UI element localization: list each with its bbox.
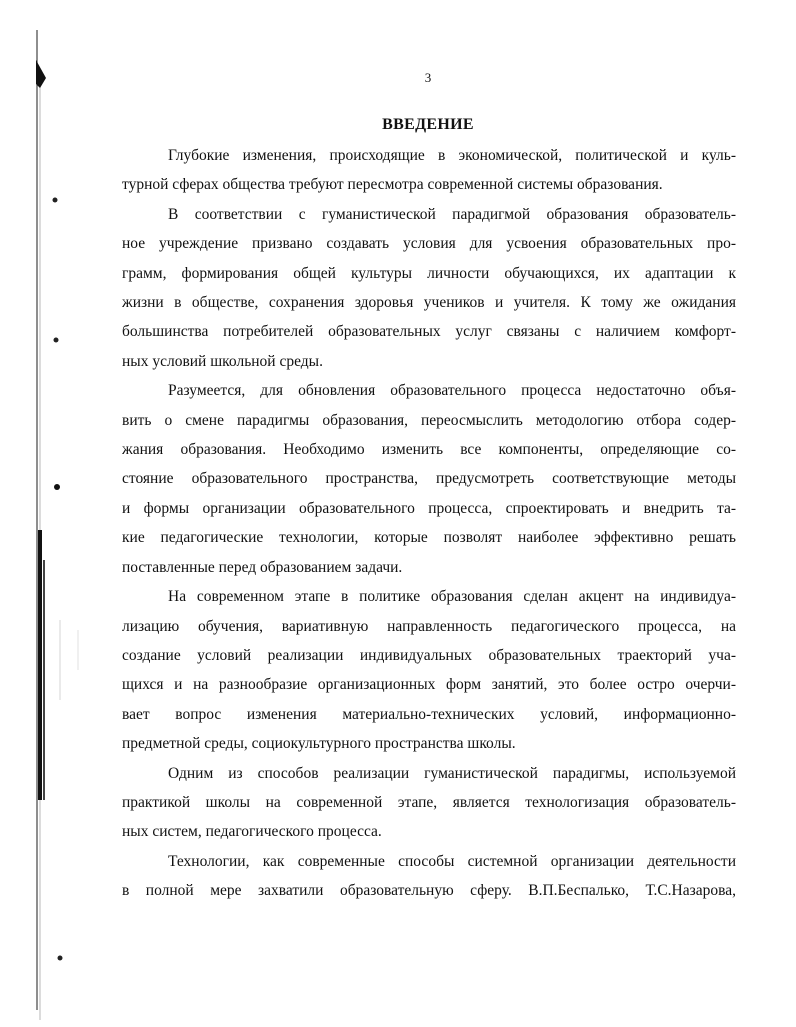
text-line: турной сферах общества требуют пересмотра современной системы образования. xyxy=(122,176,663,194)
text-line: жизни в обществе, сохранения здоровья учеников и учителя. К тому же ожидания xyxy=(122,294,736,312)
text-line: ных систем, педагогического процесса. xyxy=(122,823,382,841)
text-line: вает вопрос изменения материально-технических условий, информационно- xyxy=(122,705,736,723)
text-line: большинства потребителей образовательных услуг связаны с наличием комфорт- xyxy=(122,323,736,341)
text-line: кие педагогические технологии, которые позволят наиболее эффективно решать xyxy=(122,529,736,547)
text-line: поставленные перед образованием задачи. xyxy=(122,558,403,576)
paragraph xyxy=(122,582,736,758)
hole-mark xyxy=(54,338,59,343)
text-line: практикой школы на современной этапе, является технологизация образователь- xyxy=(122,793,736,811)
document-body xyxy=(122,141,736,906)
text-line: вить о смене парадигмы образования, переосмыслить методологию отбора содер- xyxy=(122,411,736,429)
page-title: ВВЕДЕНИЕ xyxy=(382,116,474,133)
text-line: щихся и на разнообразие организационных форм занятий, это более остро очерчи- xyxy=(122,676,736,694)
text-line: создание условий реализации индивидуальных образовательных траекторий уча- xyxy=(122,646,736,664)
text-line: лизацию обучения, вариативную направленность педагогического процесса, на xyxy=(122,617,736,635)
text-line: в полной мере захватили образовательную сферу. В.П.Беспалько, Т.С.Назарова, xyxy=(122,882,736,900)
text-line: Технологии, как современные способы системной организации деятельности xyxy=(168,852,736,870)
binding-shadow xyxy=(38,530,42,800)
text-line: Одним из способов реализации гуманистической парадигмы, используемой xyxy=(168,764,736,782)
paragraph xyxy=(122,141,736,200)
paragraph xyxy=(122,376,736,582)
paragraph xyxy=(122,847,736,906)
text-line: Разумеется, для обновления образовательного процесса недостаточно объя- xyxy=(168,382,736,400)
text-line: стояние образовательного пространства, предусмотреть соответствующие методы xyxy=(122,470,736,488)
hole-mark xyxy=(58,956,63,961)
text-line: грамм, формирования общей культуры личности обучающихся, их адаптации к xyxy=(122,264,736,282)
hole-mark xyxy=(53,198,58,203)
text-line: предметной среды, социокультурного пространства школы. xyxy=(122,735,516,753)
hole-mark xyxy=(54,484,60,490)
text-line: ное учреждение призвано создавать условия для усвоения образовательных про- xyxy=(122,235,736,253)
text-line: В соответствии с гуманистической парадигмой образования образователь- xyxy=(168,205,736,223)
paragraph xyxy=(122,200,736,376)
text-line: Глубокие изменения, происходящие в экономической, политической и куль- xyxy=(168,147,736,164)
binding-shadow-inner xyxy=(43,560,45,800)
paragraph xyxy=(122,759,736,847)
page-number: 3 xyxy=(424,70,432,85)
text-line: ных условий школьной среды. xyxy=(122,352,323,370)
scan-edge-artifacts xyxy=(0,0,80,1027)
text-line: жания образования. Необходимо изменить все компоненты, определяющие со- xyxy=(122,441,736,459)
text-line: и формы организации образовательного процесса, спроектировать и внедрить та- xyxy=(122,499,736,517)
text-line: На современном этапе в политике образования сделан акцент на индивидуа- xyxy=(168,588,736,606)
